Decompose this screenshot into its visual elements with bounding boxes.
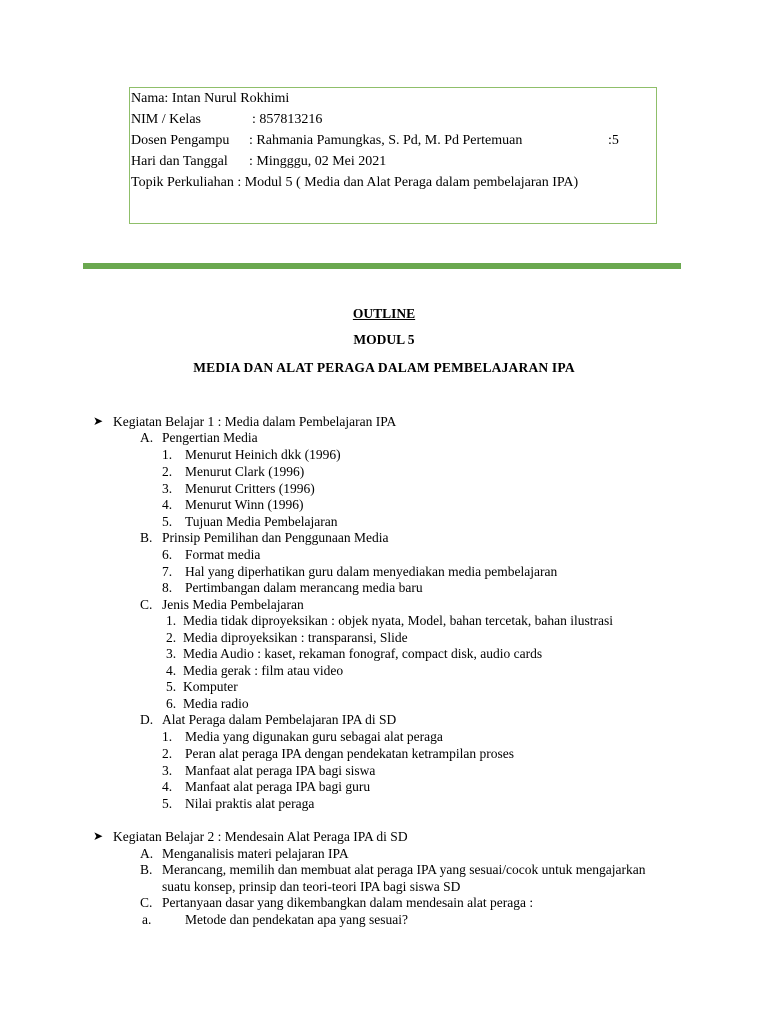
kb2-c-marker: C. — [140, 895, 153, 910]
kb1-b-marker: B. — [140, 530, 153, 545]
kb1-title: Kegiatan Belajar 1 : Media dalam Pembelajaran IPA — [113, 414, 397, 429]
kb2-b-label: Merancang, memilih dan membuat alat peraga IPA yang sesuai/cocok untuk mengajarkan — [162, 862, 646, 877]
list-number: 6. — [166, 696, 177, 711]
topik-label: Topik Perkuliahan : Modul 5 ( Media dan Alat Peraga dalam pembelajaran IPA) — [131, 175, 579, 190]
list-number: 7. — [162, 564, 173, 579]
nim-label: NIM / Kelas — [131, 112, 201, 127]
list-number: 4. — [162, 497, 173, 512]
list-item: Komputer — [183, 679, 238, 694]
topik-row — [131, 173, 656, 194]
list-number: 5. — [162, 514, 173, 529]
hari-row — [131, 152, 656, 173]
hari-value: : Mingggu, 02 Mei 2021 — [249, 154, 387, 169]
name-label: Nama: Intan Nurul Rokhimi — [131, 91, 290, 106]
list-number: 5. — [162, 796, 173, 811]
kb2-b-label-cont: suatu konsep, prinsip dan teori-teori IPA bagi siswa SD — [162, 879, 461, 894]
list-item: Peran alat peraga IPA dengan pendekatan ketrampilan proses — [185, 746, 515, 761]
list-item: Tujuan Media Pembelajaran — [185, 514, 338, 529]
hari-label: Hari dan Tanggal — [131, 154, 228, 169]
kb1-d-label: Alat Peraga dalam Pembelajaran IPA di SD — [162, 712, 397, 727]
nim-row — [131, 110, 656, 131]
list-number: 6. — [162, 547, 173, 562]
list-item: Hal yang diperhatikan guru dalam menyediakan media pembelajaran — [185, 564, 558, 579]
kb1-c-marker: C. — [140, 597, 153, 612]
list-item: Pertimbangan dalam merancang media baru — [185, 580, 423, 595]
section-divider — [83, 263, 681, 269]
kb1-b-label: Prinsip Pemilihan dan Penggunaan Media — [162, 530, 389, 545]
list-item: Nilai praktis alat peraga — [185, 796, 315, 811]
list-number: 3. — [162, 763, 173, 778]
list-item: Media yang digunakan guru sebagai alat peraga — [185, 729, 443, 744]
list-item: Media gerak : film atau video — [183, 663, 344, 678]
list-item: Metode dan pendekatan apa yang sesuai? — [185, 912, 409, 927]
list-number: 1. — [162, 447, 173, 462]
list-number: a. — [142, 912, 152, 927]
name-row — [131, 89, 656, 110]
list-number: 4. — [166, 663, 177, 678]
list-number: 3. — [166, 646, 177, 661]
list-number: 3. — [162, 481, 173, 496]
kb1-d-marker: D. — [140, 712, 154, 727]
modul-title: MODUL 5 — [353, 332, 415, 347]
kb2-a-marker: A. — [140, 846, 154, 861]
list-number: 5. — [166, 679, 177, 694]
list-item: Manfaat alat peraga IPA bagi siswa — [185, 763, 376, 778]
list-number: 4. — [162, 779, 173, 794]
list-number: 2. — [166, 630, 177, 645]
kb1-a-label: Pengertian Media — [162, 430, 258, 445]
list-item: Menurut Winn (1996) — [185, 497, 304, 512]
dosen-value: : Rahmania Pamungkas, S. Pd, M. Pd Pertemuan — [249, 133, 523, 148]
list-number: 2. — [162, 464, 173, 479]
list-item: Menurut Critters (1996) — [185, 481, 315, 496]
list-item: Manfaat alat peraga IPA bagi guru — [185, 779, 371, 794]
arrow-bullet-icon: ➤ — [93, 414, 104, 428]
kb1-a-marker: A. — [140, 430, 154, 445]
list-item: Menurut Heinich dkk (1996) — [185, 447, 341, 462]
dosen-label: Dosen Pengampu — [131, 133, 230, 148]
kb2-a-label: Menganalisis materi pelajaran IPA — [162, 846, 349, 861]
list-number: 1. — [162, 729, 173, 744]
list-item: Media diproyeksikan : transparansi, Slide — [183, 630, 408, 645]
list-number: 2. — [162, 746, 173, 761]
kb2-b-marker: B. — [140, 862, 153, 877]
kb2-title: Kegiatan Belajar 2 : Mendesain Alat Peraga IPA di SD — [113, 829, 408, 844]
list-item: Media Audio : kaset, rekaman fonograf, compact disk, audio cards — [183, 646, 543, 661]
identity-box — [129, 87, 657, 224]
list-number: 1. — [166, 613, 177, 628]
main-title: MEDIA DAN ALAT PERAGA DALAM PEMBELAJARAN IPA — [193, 360, 575, 375]
arrow-bullet-icon: ➤ — [93, 829, 104, 843]
nim-value: : 857813216 — [252, 112, 323, 127]
pertemuan-value: :5 — [608, 133, 619, 148]
list-item: Menurut Clark (1996) — [185, 464, 305, 479]
list-item: Media tidak diproyeksikan : objek nyata, Model, bahan tercetak, bahan ilustrasi — [183, 613, 613, 628]
dosen-row — [131, 131, 656, 152]
kb1-c-label: Jenis Media Pembelajaran — [162, 597, 304, 612]
list-item: Format media — [185, 547, 261, 562]
kb2-c-label: Pertanyaan dasar yang dikembangkan dalam mendesain alat peraga : — [162, 895, 534, 910]
list-number: 8. — [162, 580, 173, 595]
list-item: Media radio — [183, 696, 249, 711]
outline-title: OUTLINE — [352, 306, 416, 321]
